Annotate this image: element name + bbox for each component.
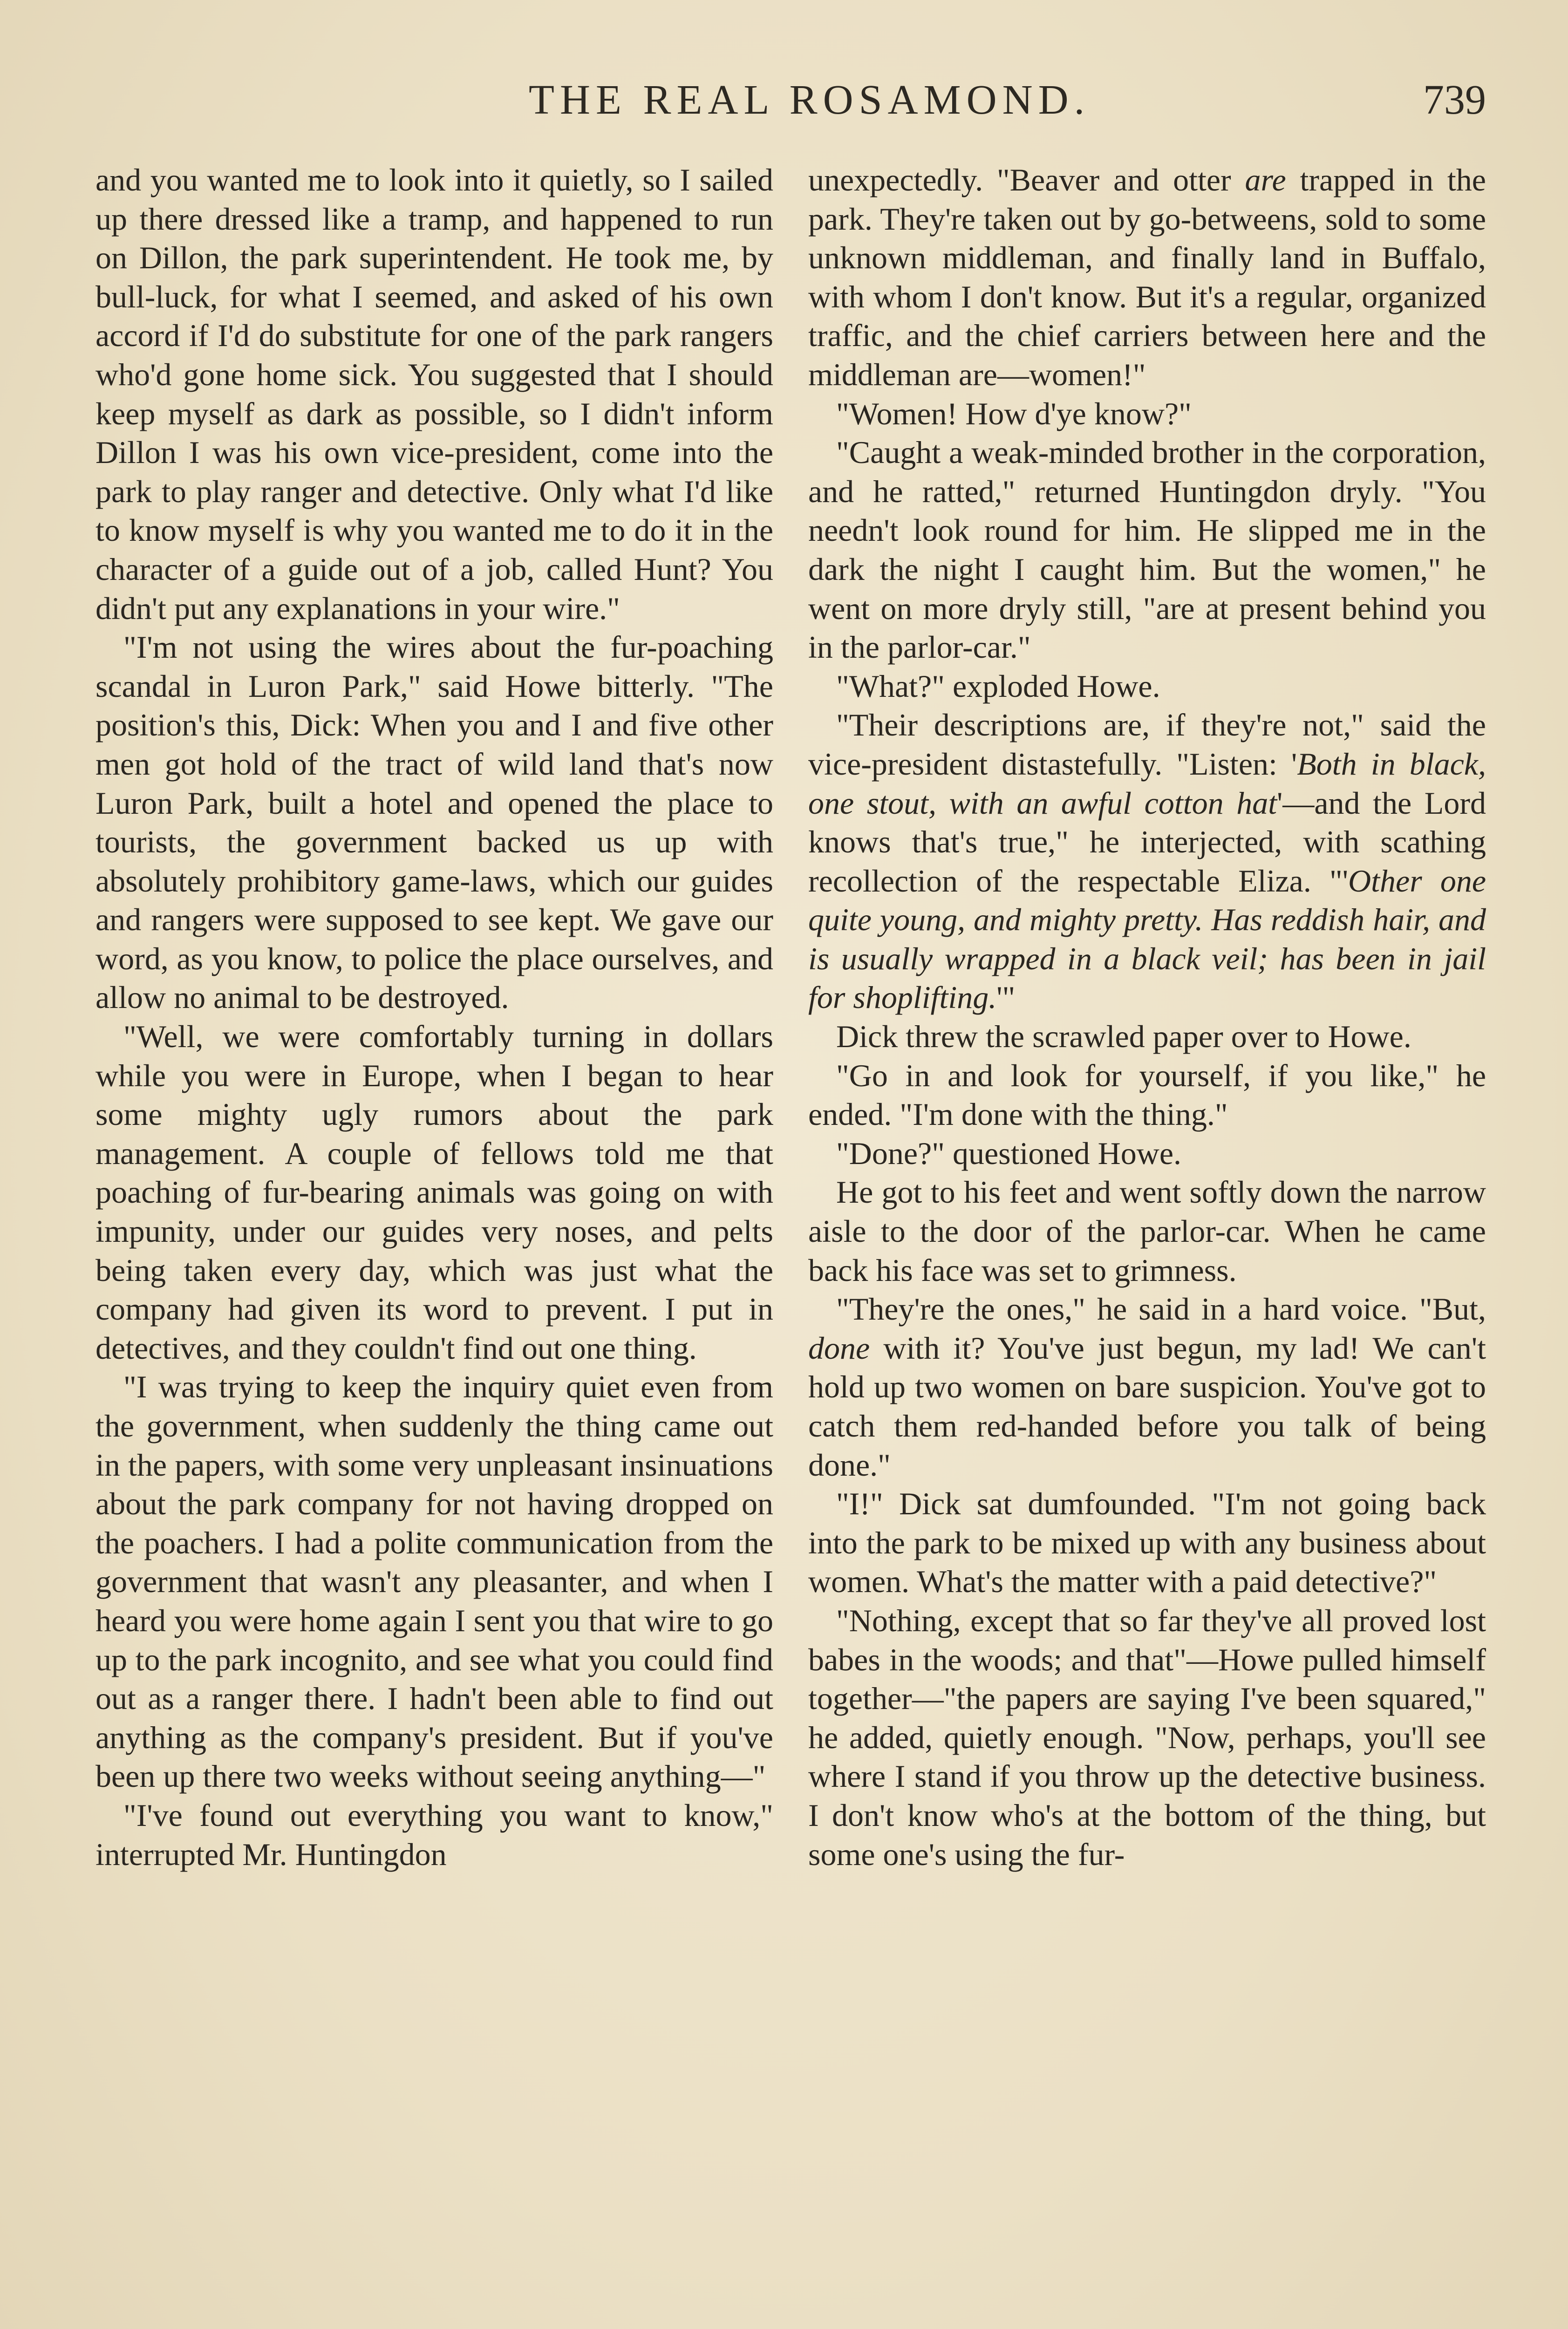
paragraph (808, 706, 1486, 1017)
paragraph: "Women! How d'ye know?" (836, 395, 1192, 431)
emphasis: Other one quite young, and mighty pretty. Has reddish hair, and is usually wrapped in a black veil; has been in jail for shoplifting. (808, 863, 1486, 1015)
paragraph: "Nothing, except that so far they've all proved lost babes in the woods; and that"—Howe pulled himself together—"the papers are saying I've been squared," he added, quietly enough. "Now, perhaps, you'll see where I stand if you throw up the detective business. I don't know who's at the bottom of the thing, but some one's using the fur- (808, 1602, 1486, 1872)
paragraph: "Go in and look for yourself, if you like," he ended. "I'm done with the thing." (808, 1057, 1486, 1132)
text-run: unexpectedly. "Beaver and otter (808, 162, 1245, 197)
right-column (808, 161, 1486, 1874)
running-title: THE REAL ROSAMOND. (529, 77, 1091, 123)
paragraph: He got to his feet and went softly down the narrow aisle to the door of the parlor-car. When he came back his face was set to grimness. (808, 1174, 1486, 1288)
paragraph: and you wanted me to look into it quietly, so I sailed up there dressed like a tramp, and happened to run on Dillon, the park superintendent. He took me, by bull-luck, for what I seemed, and asked of his own accord if I'd do substitute for one of the park rangers who'd gone home sick. You suggested that I should keep myself as dark as possible, so I didn't inform Dillon I was his own vice-president, come into the park to play ranger and detective. Only what I'd like to know myself is why you wanted me to do it in the character of a guide out of a job, called Hunt? You didn't put any explanations in your wire." (95, 162, 773, 626)
text-run: '—and the Lord knows that's true," he interjected, with scathing recollection of the respectable Eliza. "' (808, 785, 1486, 899)
emphasis: are (1245, 162, 1286, 197)
paragraph (808, 161, 1486, 395)
paragraph: "Done?" questioned Howe. (836, 1135, 1181, 1171)
emphasis: Both in black, one stout, with an awful cotton hat (808, 746, 1486, 821)
text-run: '" (996, 980, 1016, 1015)
paragraph: "I was trying to keep the inquiry quiet even from the government, when suddenly the thing came out in the papers, with some very unpleasant insinuations about the park company for not having dropped on the poachers. I had a polite communication from the government that wasn't any pleasanter, and when I heard you were home again I sent you that wire to go up to the park incognito, and see what you could find out as a ranger there. I hadn't been able to find out anything as the company's president. But if you've been up there two weeks without seeing anything—" (95, 1369, 773, 1794)
left-column (95, 161, 773, 1874)
paragraph: "I'm not using the wires about the fur-poaching scandal in Luron Park," said Howe bitterly. "The position's this, Dick: When you and I and five other men got hold of the tract of wild land that's now Luron Park, built a hotel and opened the place to tourists, the government backed us up with absolutely prohibitory game-laws, which our guides and rangers were supposed to see kept. We gave our word, as you know, to police the place ourselves, and allow no animal to be destroyed. (95, 629, 773, 1015)
paragraph: "What?" exploded Howe. (836, 668, 1160, 704)
page-number: 739 (1423, 77, 1486, 123)
paragraph: "Caught a weak-minded brother in the corporation, and he ratted," returned Huntingdon dryly. "You needn't look round for him. He slipped me in the dark the night I caught him. But the women," he went on more dryly still, "are at present behind you in the parlor-car." (808, 435, 1486, 665)
text-run: trapped in the park. They're taken out by go-betweens, sold to some unknown middleman, and finally land in Buffalo, with whom I don't know. But it's a regular, organized traffic, and the chief carriers between here and the middleman are—women!" (808, 162, 1486, 392)
text-run: with it? You've just begun, my lad! We can't hold up two women on bare suspicion. You've got to catch them red-handed before you talk of being done." (808, 1330, 1486, 1483)
text-run: "Their descriptions are, if they're not," said the vice-president distastefully. "Listen: ' (808, 707, 1486, 782)
emphasis: done (808, 1330, 870, 1366)
paragraph: "I!" Dick sat dumfounded. "I'm not going back into the park to be mixed up with any business about women. What's the matter with a paid detective?" (808, 1486, 1486, 1600)
paragraph: "Well, we were comfortably turning in dollars while you were in Europe, when I began to hear some mighty ugly rumors about the park management. A couple of fellows told me that poaching of fur-bearing animals was going on with impunity, under our guides very noses, and pelts being taken every day, which was just what the company had given its word to prevent. I put in detectives, and they couldn't find out one thing. (95, 1019, 773, 1366)
paragraph: Dick threw the scrawled paper over to Howe. (836, 1019, 1411, 1055)
paragraph: "I've found out everything you want to know," interrupted Mr. Huntingdon (95, 1797, 773, 1872)
page-header (93, 75, 1486, 126)
paragraph (808, 1290, 1486, 1485)
text-run: "They're the ones," he said in a hard voice. "But, (836, 1291, 1486, 1327)
